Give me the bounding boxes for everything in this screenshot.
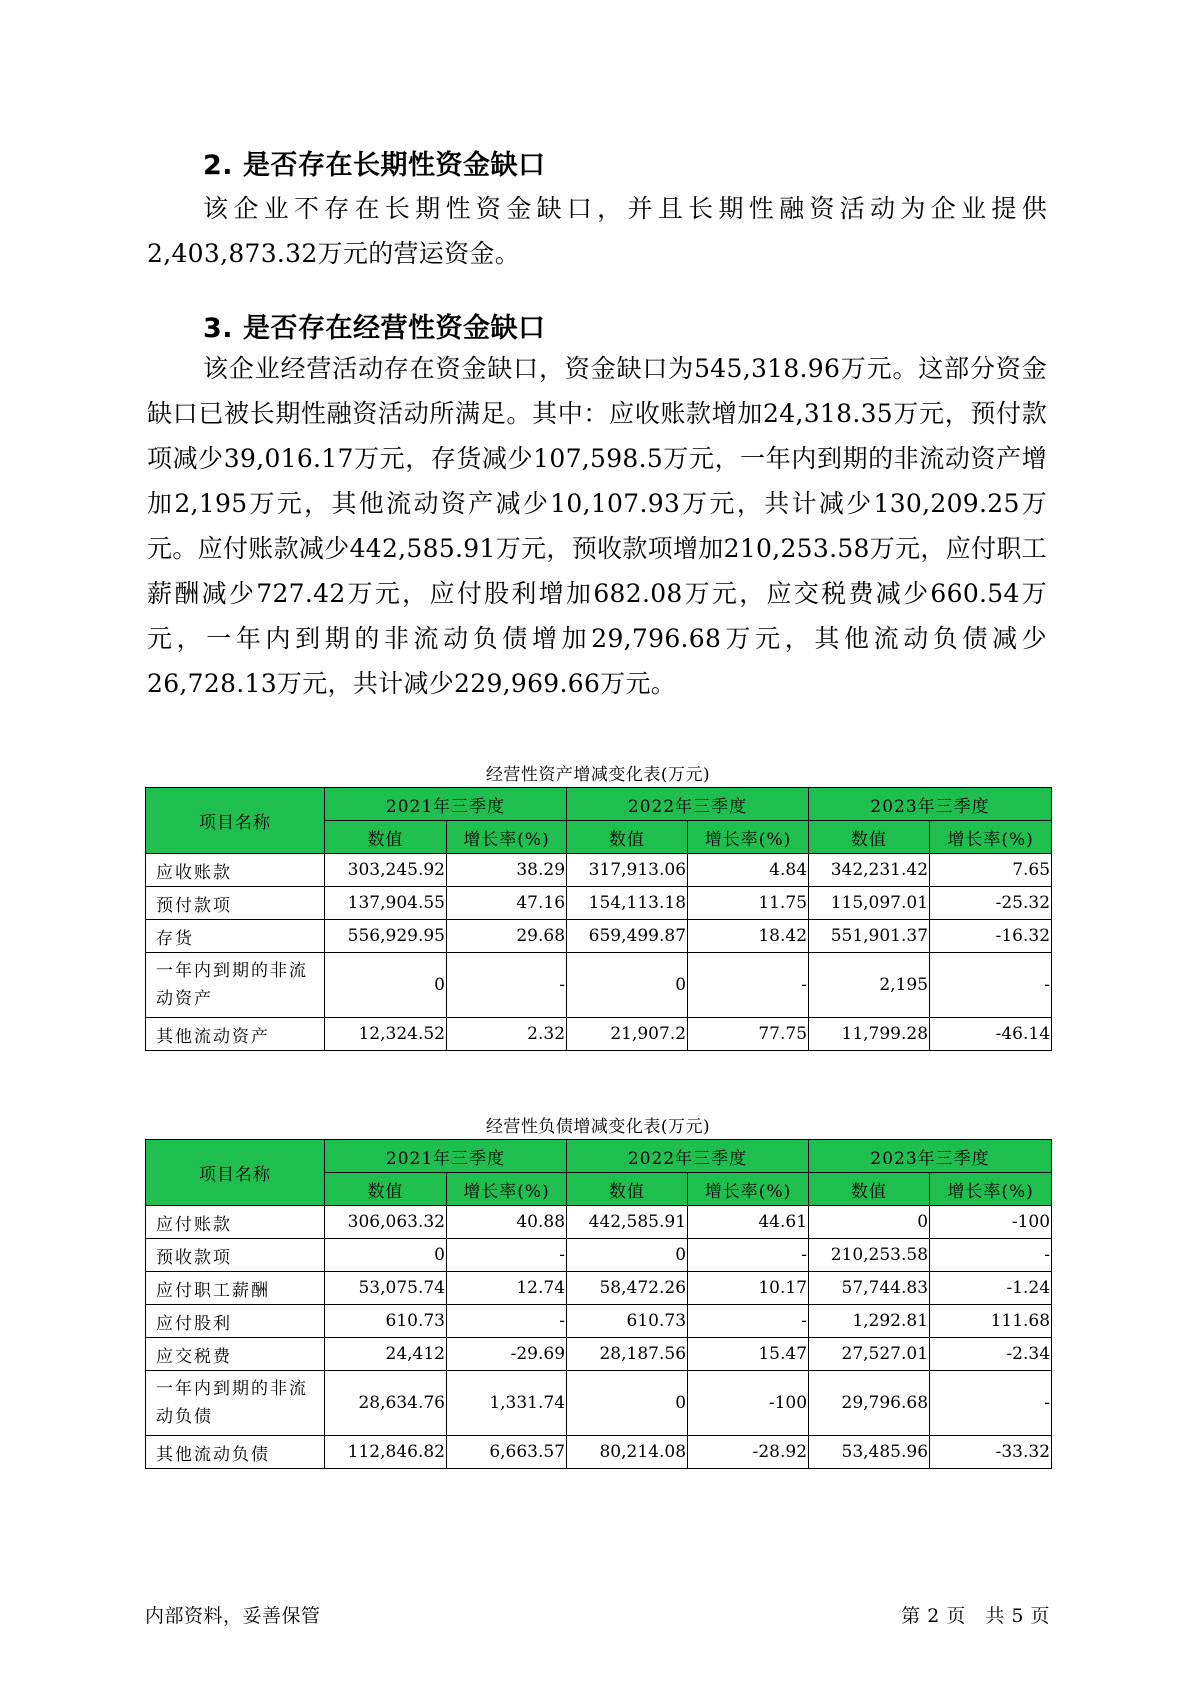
cell-growth: 38.29 xyxy=(447,854,567,887)
cell-value: 610.73 xyxy=(567,1305,688,1338)
cell-value: 27,527.01 xyxy=(809,1338,930,1371)
cell-growth: -100 xyxy=(930,1206,1052,1239)
row-name: 应收账款 xyxy=(146,854,325,887)
cell-value: 0 xyxy=(325,1239,447,1272)
table-row xyxy=(146,854,1052,887)
cell-growth: 11.75 xyxy=(688,887,809,920)
cell-value: 551,901.37 xyxy=(809,920,930,953)
cell-growth: -46.14 xyxy=(930,1018,1052,1051)
cell-growth: 77.75 xyxy=(688,1018,809,1051)
cell-value: 2,195 xyxy=(809,953,930,1018)
assets-table xyxy=(145,787,1052,1051)
cell-value: 28,187.56 xyxy=(567,1338,688,1371)
cell-value: 80,214.08 xyxy=(567,1436,688,1469)
value-header: 数值 xyxy=(809,1173,930,1206)
cell-value: 210,253.58 xyxy=(809,1239,930,1272)
cell-growth: - xyxy=(930,1239,1052,1272)
cell-growth: 7.65 xyxy=(930,854,1052,887)
row-name: 应付股利 xyxy=(146,1305,325,1338)
cell-value: 0 xyxy=(567,1239,688,1272)
cell-value: 659,499.87 xyxy=(567,920,688,953)
growth-header: 增长率(%) xyxy=(930,1173,1052,1206)
period-header: 2022年三季度 xyxy=(567,1140,809,1173)
table-row xyxy=(146,1272,1052,1305)
row-name: 一年内到期的非流动资产 xyxy=(146,953,325,1018)
cell-growth: 12.74 xyxy=(447,1272,567,1305)
cell-growth: - xyxy=(930,953,1052,1018)
cell-value: 112,846.82 xyxy=(325,1436,447,1469)
section-2-heading: 2. 是否存在长期性资金缺口 xyxy=(203,150,546,181)
value-header: 数值 xyxy=(325,821,447,854)
cell-growth: - xyxy=(447,953,567,1018)
growth-header: 增长率(%) xyxy=(688,1173,809,1206)
cell-growth: -16.32 xyxy=(930,920,1052,953)
item-name-header: 项目名称 xyxy=(146,1140,325,1206)
cell-value: 556,929.95 xyxy=(325,920,447,953)
growth-header: 增长率(%) xyxy=(930,821,1052,854)
growth-header: 增长率(%) xyxy=(447,1173,567,1206)
period-header: 2023年三季度 xyxy=(809,1140,1052,1173)
cell-value: 317,913.06 xyxy=(567,854,688,887)
cell-growth: -29.69 xyxy=(447,1338,567,1371)
cell-value: 53,075.74 xyxy=(325,1272,447,1305)
period-header: 2021年三季度 xyxy=(325,1140,567,1173)
row-name: 预收款项 xyxy=(146,1239,325,1272)
cell-growth: 111.68 xyxy=(930,1305,1052,1338)
cell-growth: - xyxy=(688,1305,809,1338)
item-name-header: 项目名称 xyxy=(146,788,325,854)
cell-value: 1,292.81 xyxy=(809,1305,930,1338)
cell-growth: 47.16 xyxy=(447,887,567,920)
cell-growth: 44.61 xyxy=(688,1206,809,1239)
liabilities-table xyxy=(145,1139,1052,1469)
value-header: 数值 xyxy=(567,1173,688,1206)
row-name: 存货 xyxy=(146,920,325,953)
row-name: 应付职工薪酬 xyxy=(146,1272,325,1305)
cell-value: 58,472.26 xyxy=(567,1272,688,1305)
footer-confidential-note: 内部资料，妥善保管 xyxy=(145,1605,321,1627)
cell-growth: 10.17 xyxy=(688,1272,809,1305)
table-row xyxy=(146,1018,1052,1051)
cell-growth: - xyxy=(688,953,809,1018)
cell-value: 610.73 xyxy=(325,1305,447,1338)
cell-growth: 2.32 xyxy=(447,1018,567,1051)
cell-growth: - xyxy=(447,1239,567,1272)
period-header: 2023年三季度 xyxy=(809,788,1052,821)
table-row xyxy=(146,1371,1052,1436)
cell-value: 21,907.2 xyxy=(567,1018,688,1051)
cell-value: 11,799.28 xyxy=(809,1018,930,1051)
cell-value: 24,412 xyxy=(325,1338,447,1371)
cell-growth: 6,663.57 xyxy=(447,1436,567,1469)
cell-growth: -28.92 xyxy=(688,1436,809,1469)
row-name: 一年内到期的非流动负债 xyxy=(146,1371,325,1436)
cell-value: 28,634.76 xyxy=(325,1371,447,1436)
value-header: 数值 xyxy=(567,821,688,854)
growth-header: 增长率(%) xyxy=(447,821,567,854)
cell-growth: - xyxy=(688,1239,809,1272)
section-3-heading: 3. 是否存在经营性资金缺口 xyxy=(203,313,546,344)
footer-page-number: 第 2 页 共 5 页 xyxy=(901,1605,1050,1627)
cell-growth: 15.47 xyxy=(688,1338,809,1371)
cell-value: 53,485.96 xyxy=(809,1436,930,1469)
row-name: 应付账款 xyxy=(146,1206,325,1239)
value-header: 数值 xyxy=(809,821,930,854)
cell-value: 0 xyxy=(567,953,688,1018)
row-name: 应交税费 xyxy=(146,1338,325,1371)
table-row xyxy=(146,1206,1052,1239)
growth-header: 增长率(%) xyxy=(688,821,809,854)
table-row xyxy=(146,887,1052,920)
table-row xyxy=(146,1239,1052,1272)
cell-value: 303,245.92 xyxy=(325,854,447,887)
period-header: 2022年三季度 xyxy=(567,788,809,821)
liabilities-table-caption: 经营性负债增减变化表(万元) xyxy=(485,1117,711,1137)
cell-growth: 29.68 xyxy=(447,920,567,953)
cell-value: 342,231.42 xyxy=(809,854,930,887)
table-row xyxy=(146,920,1052,953)
cell-growth: -1.24 xyxy=(930,1272,1052,1305)
cell-value: 12,324.52 xyxy=(325,1018,447,1051)
cell-value: 115,097.01 xyxy=(809,887,930,920)
cell-growth: -25.32 xyxy=(930,887,1052,920)
cell-value: 29,796.68 xyxy=(809,1371,930,1436)
cell-growth: - xyxy=(930,1371,1052,1436)
table-row xyxy=(146,1305,1052,1338)
cell-growth: 1,331.74 xyxy=(447,1371,567,1436)
cell-growth: - xyxy=(447,1305,567,1338)
cell-growth: -100 xyxy=(688,1371,809,1436)
cell-growth: -33.32 xyxy=(930,1436,1052,1469)
cell-growth: 40.88 xyxy=(447,1206,567,1239)
cell-value: 442,585.91 xyxy=(567,1206,688,1239)
assets-table-caption: 经营性资产增减变化表(万元) xyxy=(485,765,711,785)
row-name: 其他流动资产 xyxy=(146,1018,325,1051)
value-header: 数值 xyxy=(325,1173,447,1206)
cell-value: 137,904.55 xyxy=(325,887,447,920)
cell-growth: 4.84 xyxy=(688,854,809,887)
section-3-paragraph: 该企业经营活动存在资金缺口，资金缺口为545,318.96万元。这部分资金缺口已被长期性融资活动所满足。其中：应收账款增加24,318.35万元，预付款项减少39,016.17万元，存货减少107,598.5万元，一年内到期的非流动资产增加2,195万元，其他流动资产减少10,107.93万元，共计减少130,209.25万元。应付账款减少442,585.91万元，预收款项增加210,253.58万元，应付职工薪酬减少727.42万元，应付股利增加682.08万元，应交税费减少660.54万元，一年内到期的非流动负债增加29,796.68万元，其他流动负债减少26,728.13万元，共计减少229,969.66万元。 xyxy=(147,354,1047,698)
cell-value: 306,063.32 xyxy=(325,1206,447,1239)
section-2-paragraph: 该企业不存在长期性资金缺口，并且长期性融资活动为企业提供2,403,873.32万元的营运资金。 xyxy=(147,194,1047,268)
row-name: 其他流动负债 xyxy=(146,1436,325,1469)
table-row xyxy=(146,1436,1052,1469)
cell-value: 0 xyxy=(325,953,447,1018)
cell-value: 0 xyxy=(567,1371,688,1436)
period-header: 2021年三季度 xyxy=(325,788,567,821)
cell-value: 0 xyxy=(809,1206,930,1239)
cell-value: 57,744.83 xyxy=(809,1272,930,1305)
table-row xyxy=(146,953,1052,1018)
table-row xyxy=(146,1338,1052,1371)
cell-growth: 18.42 xyxy=(688,920,809,953)
cell-value: 154,113.18 xyxy=(567,887,688,920)
cell-growth: -2.34 xyxy=(930,1338,1052,1371)
row-name: 预付款项 xyxy=(146,887,325,920)
